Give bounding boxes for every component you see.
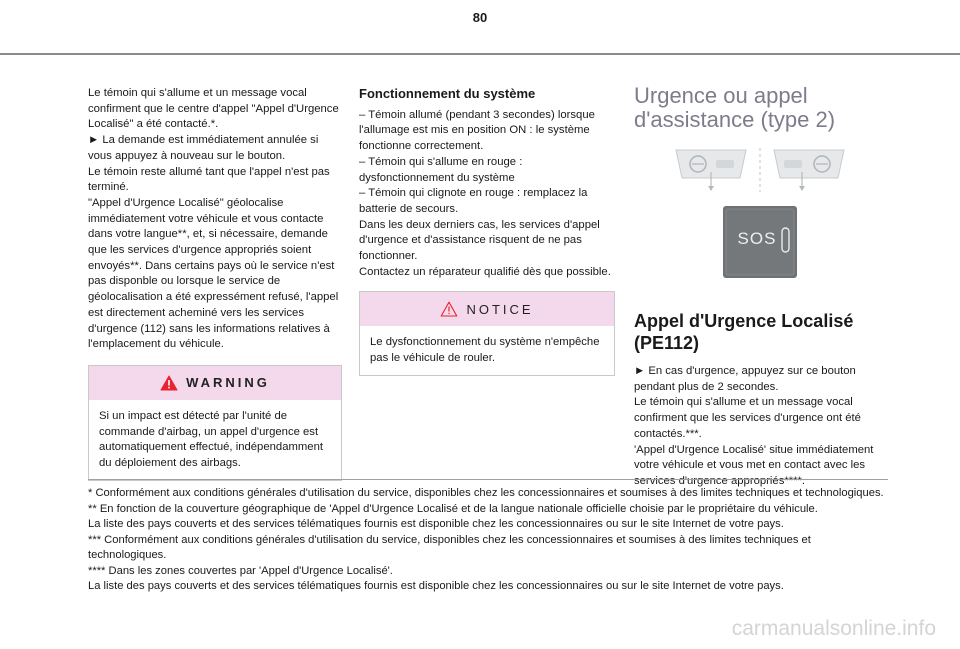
column-middle — [359, 86, 615, 376]
sos-button[interactable]: SOS — [737, 229, 777, 248]
notice-header — [360, 292, 614, 326]
warning-header — [89, 366, 341, 400]
sos-figure — [634, 144, 889, 296]
top-rule — [0, 53, 960, 55]
warning-text: Si un impact est détecté par l'unité de commande d'airbag, un appel d'urgence est automatiquement effectué, indépendamment du déploiement des airbags. — [99, 409, 323, 470]
warning-triangle-icon — [160, 375, 178, 391]
footnote-2: ** En fonction de la couverture géographique de 'Appel d'Urgence Localisé et de la langue nationale officielle choisie par le propriétaire du véhicule. La liste des pays couverts et des services télématiques fournis est disponible chez les concessionnaires ou sur le site Internet de votre pays. — [88, 502, 818, 530]
section-title: Fonctionnement du système — [359, 86, 536, 101]
page-section-title: Urgence ou appel d'assistance (type 2) — [634, 83, 836, 132]
notice-text: Le dysfonctionnement du système n'empêche pas le véhicule de rouler. — [370, 336, 600, 365]
notice-label: NOTICE — [466, 301, 534, 317]
system-operation-text: – Témoin allumé (pendant 3 secondes) lorsque l'allumage est mis en position ON : le système fonctionne correctement. – Témoin qui s'allume en rouge : dysfonctionnement du système – Témoin qui clignote en rouge : remplacez la batterie de secours. Dans les deux derniers cas, les services d'appel d'urgence et d'assistance risquent de ne pas fonctionner. Contactez un réparateur qualifié dès que possible. — [359, 108, 611, 278]
column-left — [88, 86, 342, 481]
footnote-3: *** Conformément aux conditions générales d'utilisation du service, disponibles chez les concessionnaires et soumises à des limites techniques et technologiques. — [88, 533, 811, 561]
warning-box — [88, 365, 342, 481]
page-number: 80 — [472, 10, 488, 25]
emergency-call-text: ► En cas d'urgence, appuyez sur ce bouton pendant plus de 2 secondes. Le témoin qui s'allume et un message vocal confirment que les services d'urgence ont été contactés.***. 'Appel d'Urgence Localisé' situe immédiatement votre véhicule et vous met en contact avec les services d'urgence appropriés****. — [634, 365, 874, 487]
watermark: carmanualsonline.info — [731, 617, 936, 640]
notice-box — [359, 291, 615, 375]
subsection-title: Appel d'Urgence Localisé (PE112) — [634, 311, 854, 353]
footnotes — [88, 479, 888, 595]
footnote-1: * Conformément aux conditions générales d'utilisation du service, disponibles chez les concessionnaires et soumises à des limites techniques et technologiques. — [88, 487, 884, 499]
notice-triangle-icon — [440, 301, 458, 317]
intro-paragraph: Le témoin qui s'allume et un message vocal confirment que le centre d'appel "Appel d'Urgence Localisé" a été contacté.*. ► La demande est immédiatement annulée si vous appuyez à nouveau sur le bouton. Le témoin reste allumé tant que l'appel n'est pas terminé. "Appel d'Urgence Localisé" géolocalise immédiatement votre véhicule et vous contacte dans votre langue**, et, si nécessaire, demande que les services d'urgence appropriés soient envoyés**. Dans certains pays où le service n'est pas disponble ou lorsque le service de géolocalisation a été expressément refusé, l'appel est directement acheminé vers les services d'urgence (112) sans les informations relatives à l'emplacement du véhicule. — [88, 87, 339, 351]
footnote-4: **** Dans les zones couvertes par 'Appel d'Urgence Localisé'. La liste des pays couverts et des services télématiques fournis est disponible chez les concessionnaires ou sur le site Internet de votre pays. — [88, 564, 784, 592]
column-right — [634, 84, 889, 490]
warning-label: WARNING — [186, 375, 270, 391]
ceiling-console-illustration — [634, 144, 894, 296]
